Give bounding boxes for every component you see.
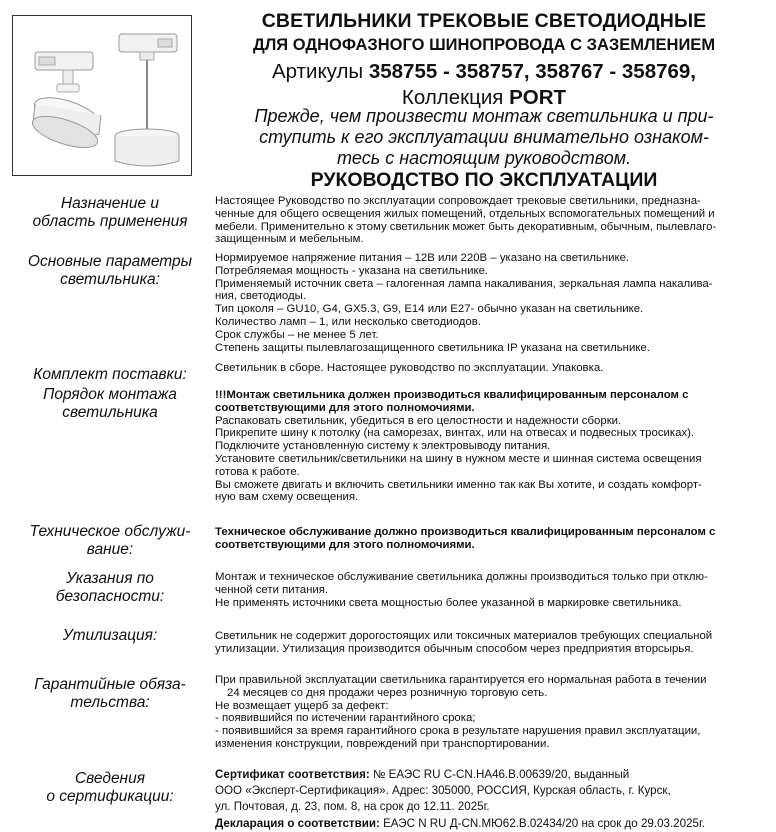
warning-text: [198, 106, 770, 169]
label-line: Указания по: [66, 570, 154, 587]
text-certification: [215, 767, 770, 832]
lamp-right: [115, 129, 179, 166]
lamp-left: [29, 91, 103, 154]
text-line: Настоящее Руководство по эксплуатации сопровождает трековые светильники, предназна-: [215, 195, 701, 207]
document-title: СВЕТИЛЬНИКИ ТРЕКОВЫЕ СВЕТОДИОДНЫЕ: [261, 10, 707, 32]
product-image: [12, 15, 192, 176]
text-warranty: [215, 674, 770, 751]
document-subtitle: ДЛЯ ОДНОФАЗНОГО ШИНОПРОВОДА С ЗАЗЕМЛЕНИЕМ: [252, 36, 716, 54]
label-line: Гарантийные обяза-: [34, 676, 186, 693]
declaration-label: Декларация о соответствии:: [215, 816, 380, 830]
text-disposal: [215, 630, 770, 656]
label-line: о сертификации:: [46, 788, 174, 805]
text-service: [215, 526, 770, 552]
track-light-illustration: [13, 16, 190, 174]
label-line: безопасности:: [55, 588, 165, 605]
track-adapter-left: [35, 52, 93, 92]
certificate-label: Сертификат соответствия:: [215, 768, 370, 781]
text-line-bold: !!!Монтаж светильника должен производиться квалифицированным персоналом с: [215, 389, 689, 401]
certificate-line: [215, 767, 770, 783]
text-kit: [215, 362, 770, 375]
text-line: ченной сети питания.: [215, 583, 329, 596]
label-line: Основные параметры: [27, 253, 193, 270]
text-line: Прикрепите шину к потолку (на саморезах, винтах, или на отвесах и подвесных тросиках).: [215, 427, 695, 440]
label-line: светильника: [62, 404, 158, 421]
text-line: утилизации. Утилизация производится обычным способом через предприятия вторсырья.: [215, 642, 694, 655]
text-line-bold: соответствующими для этого полномочиями.: [215, 538, 475, 551]
label-safety: [15, 570, 205, 606]
text-line: Светильник не содержит дорогостоящих или токсичных материалов требующих специальной: [215, 630, 713, 642]
text-line: ния, светодиоды.: [215, 290, 306, 303]
label-line: Порядок монтажа: [43, 386, 177, 403]
text-line: защищенным и мебельным.: [215, 233, 364, 246]
article-numbers: [198, 60, 770, 84]
text-line: изменения конструкции, повреждений при транспортировании.: [215, 737, 550, 750]
text-line-bold: соответствующими для этого полномочиями.: [215, 401, 475, 414]
text-line: ную вам схему освещения.: [215, 491, 359, 504]
article-values: 358755 - 358757, 358767 - 358769,: [368, 60, 696, 83]
text-line: Установите светильник/светильники на шину в нужном месте и шинная система освещения: [215, 452, 702, 465]
warning-line: Прежде, чем произвести монтаж светильника и при-: [254, 106, 714, 126]
text-line: Подключите установленную систему к электровыводу питания.: [215, 440, 551, 453]
text-line: Тип цоколя – GU10, G4, GX5.3, G9, E14 или E27- обычно указан на светильнике.: [215, 303, 644, 316]
label-line: область применения: [32, 213, 188, 230]
text-line: 24 месяцев со дня продажи через розничную торговую сеть.: [227, 686, 548, 699]
text-line: Количество ламп – 1, или несколько светодиодов.: [215, 315, 481, 328]
text-line: Светильник в сборе. Настоящее руководство по эксплуатации. Упаковка.: [215, 362, 604, 374]
label-line: вание:: [86, 541, 134, 558]
label-mounting: [15, 386, 205, 422]
text-line: Не применять источники света мощностью более указанной в маркировке светильника.: [215, 596, 682, 609]
warning-line: тесь с настоящим руководством.: [336, 148, 632, 168]
label-purpose: [15, 195, 205, 231]
text-line: - появившийся за время гарантийного срока в результате нарушения правил эксплуатации,: [215, 725, 701, 738]
text-line: мебели. Применительно к этому светильник может быть декоративным, обычным, пылевлаго-: [215, 220, 717, 233]
label-kit: [15, 366, 205, 384]
label-line: Комплект поставки:: [33, 366, 187, 383]
certificate-number: № ЕАЭС RU C-CN.НА46.В.00639/20, выданный: [369, 768, 630, 781]
label-params: [15, 253, 205, 289]
text-line: ченные для общего освещения жилых помещений, отдельных вспомогательных помещений и: [215, 207, 715, 220]
text-params: [215, 252, 770, 354]
text-line: Применяемый источник света – галогенная лампа накаливания, зеркальная лампа накалива-: [215, 277, 713, 290]
text-line: Монтаж и техническое обслуживание светильника должны производиться только при отклю-: [215, 571, 708, 583]
warning-line: ступить к его эксплуатации внимательно ознаком-: [259, 127, 709, 147]
collection-name: PORT: [509, 86, 567, 109]
text-line: Срок службы – не менее 5 лет.: [215, 328, 379, 341]
text-line: - появившийся по истечении гарантийного срока;: [215, 712, 476, 725]
text-mounting: [215, 389, 770, 504]
label-line: Техническое обслужи-: [29, 523, 191, 540]
collection-prefix: Коллекция: [401, 86, 510, 109]
text-line: готова к работе.: [215, 465, 300, 478]
label-line: светильника:: [60, 271, 160, 288]
text-purpose: [215, 195, 770, 246]
text-line: Потребляемая мощность - указана на светильнике.: [215, 264, 489, 277]
text-line: ул. Почтовая, д. 23, пом. 8, на срок до 12.11. 2025г.: [215, 800, 490, 814]
declaration-line: [215, 816, 770, 832]
text-line: Степень защиты пылевлагозащищенного светильника IP указана на светильнике.: [215, 341, 650, 354]
label-warranty: [15, 676, 205, 712]
text-line: Распаковать светильник, убедиться в его целостности и надежности сборки.: [215, 414, 622, 427]
text-safety: [215, 571, 770, 609]
text-line-bold: Техническое обслуживание должно производиться квалифицированным персоналом с: [215, 526, 716, 538]
text-line: Нормируемое напряжение питания – 12В или 220В – указано на светильнике.: [215, 252, 630, 264]
text-line: Не возмещает ущерб за дефект:: [215, 699, 389, 712]
label-line: Назначение и: [60, 195, 160, 212]
label-disposal: [15, 627, 205, 645]
declaration-number: ЕАЭС N RU Д-CN.МЮ62.В.02434/20 на срок до 29.03.2025г.: [379, 816, 706, 830]
label-service: [15, 523, 205, 559]
text-line: При правильной эксплуатации светильника гарантируется его нормальная работа в течении: [215, 674, 707, 686]
track-adapter-right: [119, 34, 177, 134]
article-prefix: Артикулы: [271, 60, 369, 83]
text-line: Вы сможете двигать и включить светильники именно так как Вы хотите, и создать комфорт-: [215, 478, 702, 491]
label-line: Утилизация:: [62, 627, 158, 644]
label-certification: [15, 770, 205, 806]
manual-title: РУКОВОДСТВО ПО ЭКСПЛУАТАЦИИ: [310, 169, 658, 191]
text-line: ООО «Эксперт-Сертификация». Адрес: 305000, РОССИЯ, Курская область, г. Курск,: [215, 784, 671, 798]
label-line: Сведения: [74, 770, 145, 787]
label-line: тельства:: [70, 694, 150, 711]
